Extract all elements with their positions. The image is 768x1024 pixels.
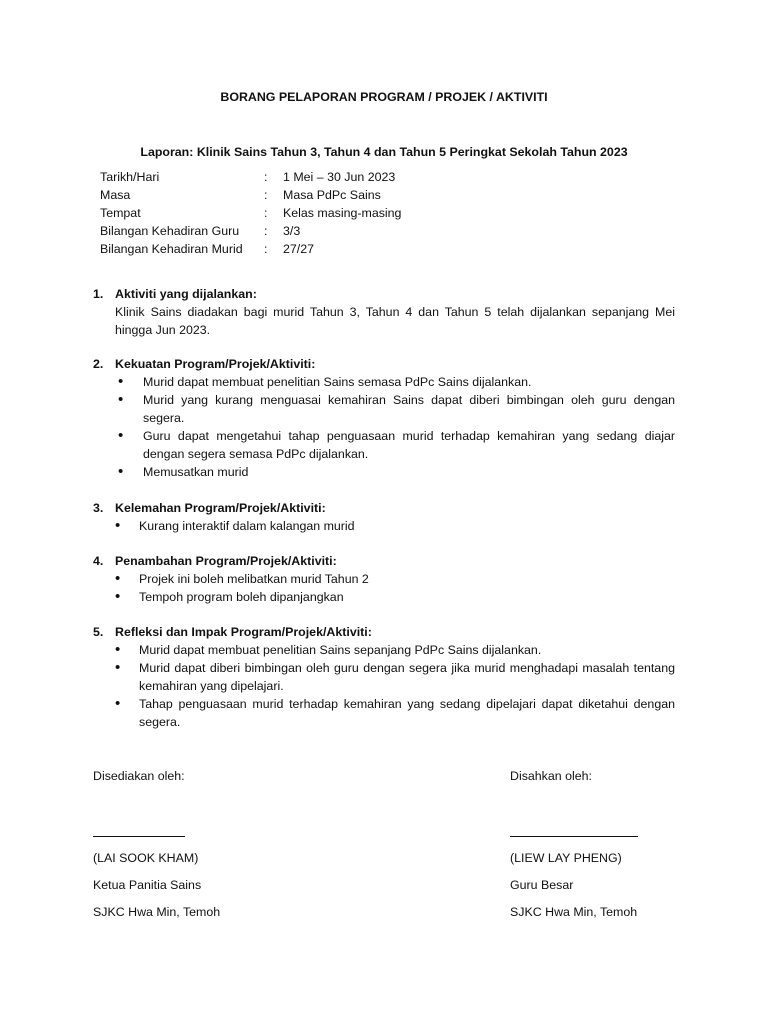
list-item: • Murid yang kurang menguasai kemahiran Sains dapat diberi bimbingan oleh guru dengan segera. — [93, 391, 675, 427]
section-kelemahan — [93, 499, 675, 535]
list-item: • Projek ini boleh melibatkan murid Tahun 2 — [93, 570, 675, 588]
section-heading — [93, 355, 675, 373]
prepared-name: (LAI SOOK KHAM) — [93, 851, 199, 865]
list-item: • Tahap penguasaan murid terhadap kemahiran yang sedang dipelajari dapat diketahui dengan segera. — [93, 695, 675, 731]
section-penambahan — [93, 552, 675, 606]
section-number: 3. — [93, 501, 104, 515]
section-kekuatan — [93, 355, 675, 481]
section-number: 2. — [93, 357, 104, 371]
prepared-position: Ketua Panitia Sains — [93, 878, 202, 892]
report-title: Laporan: Klinik Sains Tahun 3, Tahun 4 dan Tahun 5 Peringkat Sekolah Tahun 2023 — [140, 145, 628, 159]
section-title: Aktiviti yang dijalankan: — [115, 287, 257, 301]
list-item: • Kurang interaktif dalam kalangan murid — [93, 517, 675, 535]
info-colon: : — [264, 188, 268, 202]
info-row — [100, 186, 401, 204]
list-item: • Memusatkan murid — [93, 463, 675, 481]
section-title: Refleksi dan Impak Program/Projek/Aktiviti: — [115, 625, 372, 639]
prepared-school: SJKC Hwa Min, Temoh — [93, 905, 221, 919]
approved-school: SJKC Hwa Min, Temoh — [510, 905, 638, 919]
info-row — [100, 222, 401, 240]
section-heading — [93, 285, 675, 303]
section-text: Klinik Sains diadakan bagi murid Tahun 3, Tahun 4 dan Tahun 5 telah dijalankan sepanjang Mei hingga Jun 2023. — [115, 305, 675, 337]
section-refleksi — [93, 623, 675, 731]
info-row — [100, 240, 401, 258]
approved-name: (LIEW LAY PHENG) — [510, 851, 622, 865]
section-title: Penambahan Program/Projek/Aktiviti: — [115, 554, 337, 568]
bullet-list — [93, 373, 675, 481]
info-row — [100, 204, 401, 222]
info-label: Bilangan Kehadiran Murid — [100, 242, 243, 256]
info-colon: : — [264, 170, 268, 184]
section-title: Kelemahan Program/Projek/Aktiviti: — [115, 501, 326, 515]
bullet-list — [93, 570, 675, 606]
signature-line — [93, 836, 185, 837]
info-label: Tarikh/Hari — [100, 170, 160, 184]
list-item: • Murid dapat membuat penelitian Sains semasa PdPc Sains dijalankan. — [93, 373, 675, 391]
prepared-label: Disediakan oleh: — [93, 769, 185, 783]
section-heading — [93, 552, 675, 570]
section-heading — [93, 499, 675, 517]
info-value: Kelas masing-masing — [283, 206, 402, 220]
list-item: • Murid dapat diberi bimbingan oleh guru dengan segera jika murid menghadapi masalah tentang kemahiran yang dipelajari. — [93, 659, 675, 695]
approved-label: Disahkan oleh: — [510, 769, 592, 783]
info-value: 3/3 — [283, 224, 301, 238]
signature-line — [510, 836, 638, 837]
info-value: 27/27 — [283, 242, 315, 256]
info-label: Masa — [100, 188, 131, 202]
list-item: • Guru dapat mengetahui tahap penguasaan murid terhadap kemahiran yang sedang diajar dengan segera semasa PdPc dijalankan. — [93, 427, 675, 463]
info-table — [100, 168, 401, 258]
section-aktiviti — [93, 285, 675, 339]
info-row — [100, 168, 401, 186]
info-label: Bilangan Kehadiran Guru — [100, 224, 240, 238]
section-number: 1. — [93, 287, 104, 301]
list-item: • Murid dapat membuat penelitian Sains sepanjang PdPc Sains dijalankan. — [93, 641, 675, 659]
section-number: 5. — [93, 625, 104, 639]
form-title: BORANG PELAPORAN PROGRAM / PROJEK / AKTIVITI — [220, 90, 548, 104]
info-colon: : — [264, 224, 268, 238]
info-label: Tempat — [100, 206, 141, 220]
section-heading — [93, 623, 675, 641]
info-value: 1 Mei – 30 Jun 2023 — [283, 170, 396, 184]
section-number: 4. — [93, 554, 104, 568]
bullet-list — [93, 517, 675, 535]
list-item: • Tempoh program boleh dipanjangkan — [93, 588, 675, 606]
section-title: Kekuatan Program/Projek/Aktiviti: — [115, 357, 316, 371]
bullet-list — [93, 641, 675, 731]
info-colon: : — [264, 242, 268, 256]
info-value: Masa PdPc Sains — [283, 188, 381, 202]
approved-position: Guru Besar — [510, 878, 574, 892]
info-colon: : — [264, 206, 268, 220]
